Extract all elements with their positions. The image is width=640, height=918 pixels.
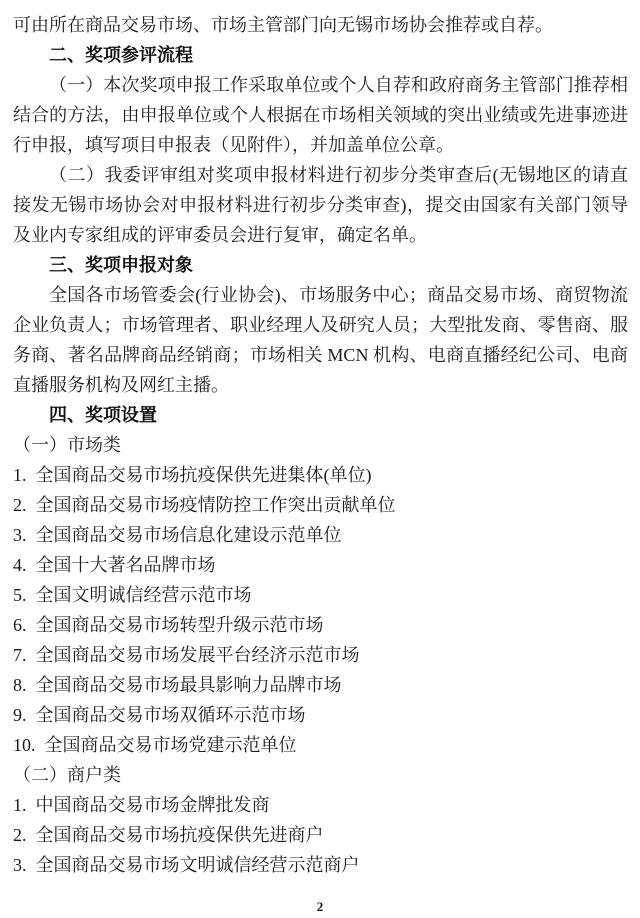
list-item-number: 3. <box>13 525 27 545</box>
list-item-text: 全国商品交易市场发展平台经济示范市场 <box>35 645 360 665</box>
list-item-number: 4. <box>13 555 27 575</box>
list-item-text: 全国商品交易市场疫情防控工作突出贡献单位 <box>35 495 396 515</box>
section-heading-3: 三、奖项申报对象 <box>49 255 193 275</box>
list-item-number: 5. <box>13 585 27 605</box>
page-number: 2 <box>316 899 324 914</box>
list-item-text: 全国商品交易市场转型升级示范市场 <box>35 615 324 635</box>
list-item-text: 全国商品交易市场最具影响力品牌市场 <box>35 675 342 695</box>
list-item <box>13 730 628 760</box>
list-item-text: 全国十大著名品牌市场 <box>35 555 216 575</box>
list-item-number: 1. <box>13 795 27 815</box>
list-item <box>13 490 628 520</box>
paragraph-applicants: 全国各市场管委会(行业协会)、市场服务中心；商品交易市场、商贸物流企业负责人；市场管理者、职业经理人及研究人员；大型批发商、零售商、服务商、著名品牌商品经销商；市场相关 MCN 机构、电商直播经纪公司、电商直播服务机构及网红主播。 <box>13 285 628 395</box>
list-item-text: 全国文明诚信经营示范市场 <box>35 585 252 605</box>
sublabel-market-category: （一）市场类 <box>13 435 121 455</box>
sublabel-merchant-category: （二）商户类 <box>13 765 121 785</box>
paragraph-continuation: 可由所在商品交易市场、市场主管部门向无锡市场协会推荐或自荐。 <box>13 15 553 35</box>
list-item <box>13 580 628 610</box>
paragraph-process-2: （二）我委评审组对奖项申报材料进行初步分类审查后(无锡地区的请直接发无锡市场协会对申报材料进行初步分类审查)，提交由国家有关部门领导及业内专家组成的评审委员会进行复审，确定名单。 <box>13 165 628 245</box>
list-item-number: 6. <box>13 615 27 635</box>
list-item-number: 2. <box>13 825 27 845</box>
list-item-text: 全国商品交易市场抗疫保供先进商户 <box>35 825 324 845</box>
list-item-text: 全国商品交易市场抗疫保供先进集体(单位) <box>35 465 372 485</box>
list-item <box>13 820 628 850</box>
list-item-text: 全国商品交易市场双循环示范市场 <box>35 705 306 725</box>
list-item-text: 全国商品交易市场文明诚信经营示范商户 <box>35 855 360 875</box>
list-item-number: 9. <box>13 705 27 725</box>
list-item <box>13 610 628 640</box>
list-item <box>13 520 628 550</box>
list-item-number: 7. <box>13 645 27 665</box>
section-heading-2: 二、奖项参评流程 <box>49 45 193 65</box>
list-item <box>13 640 628 670</box>
list-item <box>13 700 628 730</box>
list-item-number: 1. <box>13 465 27 485</box>
list-item-text: 全国商品交易市场党建示范单位 <box>44 735 297 755</box>
list-item <box>13 550 628 580</box>
list-item-number: 3. <box>13 855 27 875</box>
list-item-number: 2. <box>13 495 27 515</box>
list-item <box>13 460 628 490</box>
list-item <box>13 850 628 880</box>
list-item-number: 8. <box>13 675 27 695</box>
list-item <box>13 670 628 700</box>
paragraph-process-1: （一）本次奖项申报工作采取单位或个人自荐和政府商务主管部门推荐相结合的方法，由申报单位或个人根据在市场相关领域的突出业绩或先进事迹进行申报，填写项目申报表（见附件），并加盖单位公章。 <box>13 75 628 155</box>
list-item-text: 全国商品交易市场信息化建设示范单位 <box>35 525 342 545</box>
section-heading-4: 四、奖项设置 <box>49 405 157 425</box>
list-item-number: 10. <box>13 735 36 755</box>
list-item-text: 中国商品交易市场金牌批发商 <box>35 795 270 815</box>
list-item <box>13 790 628 820</box>
